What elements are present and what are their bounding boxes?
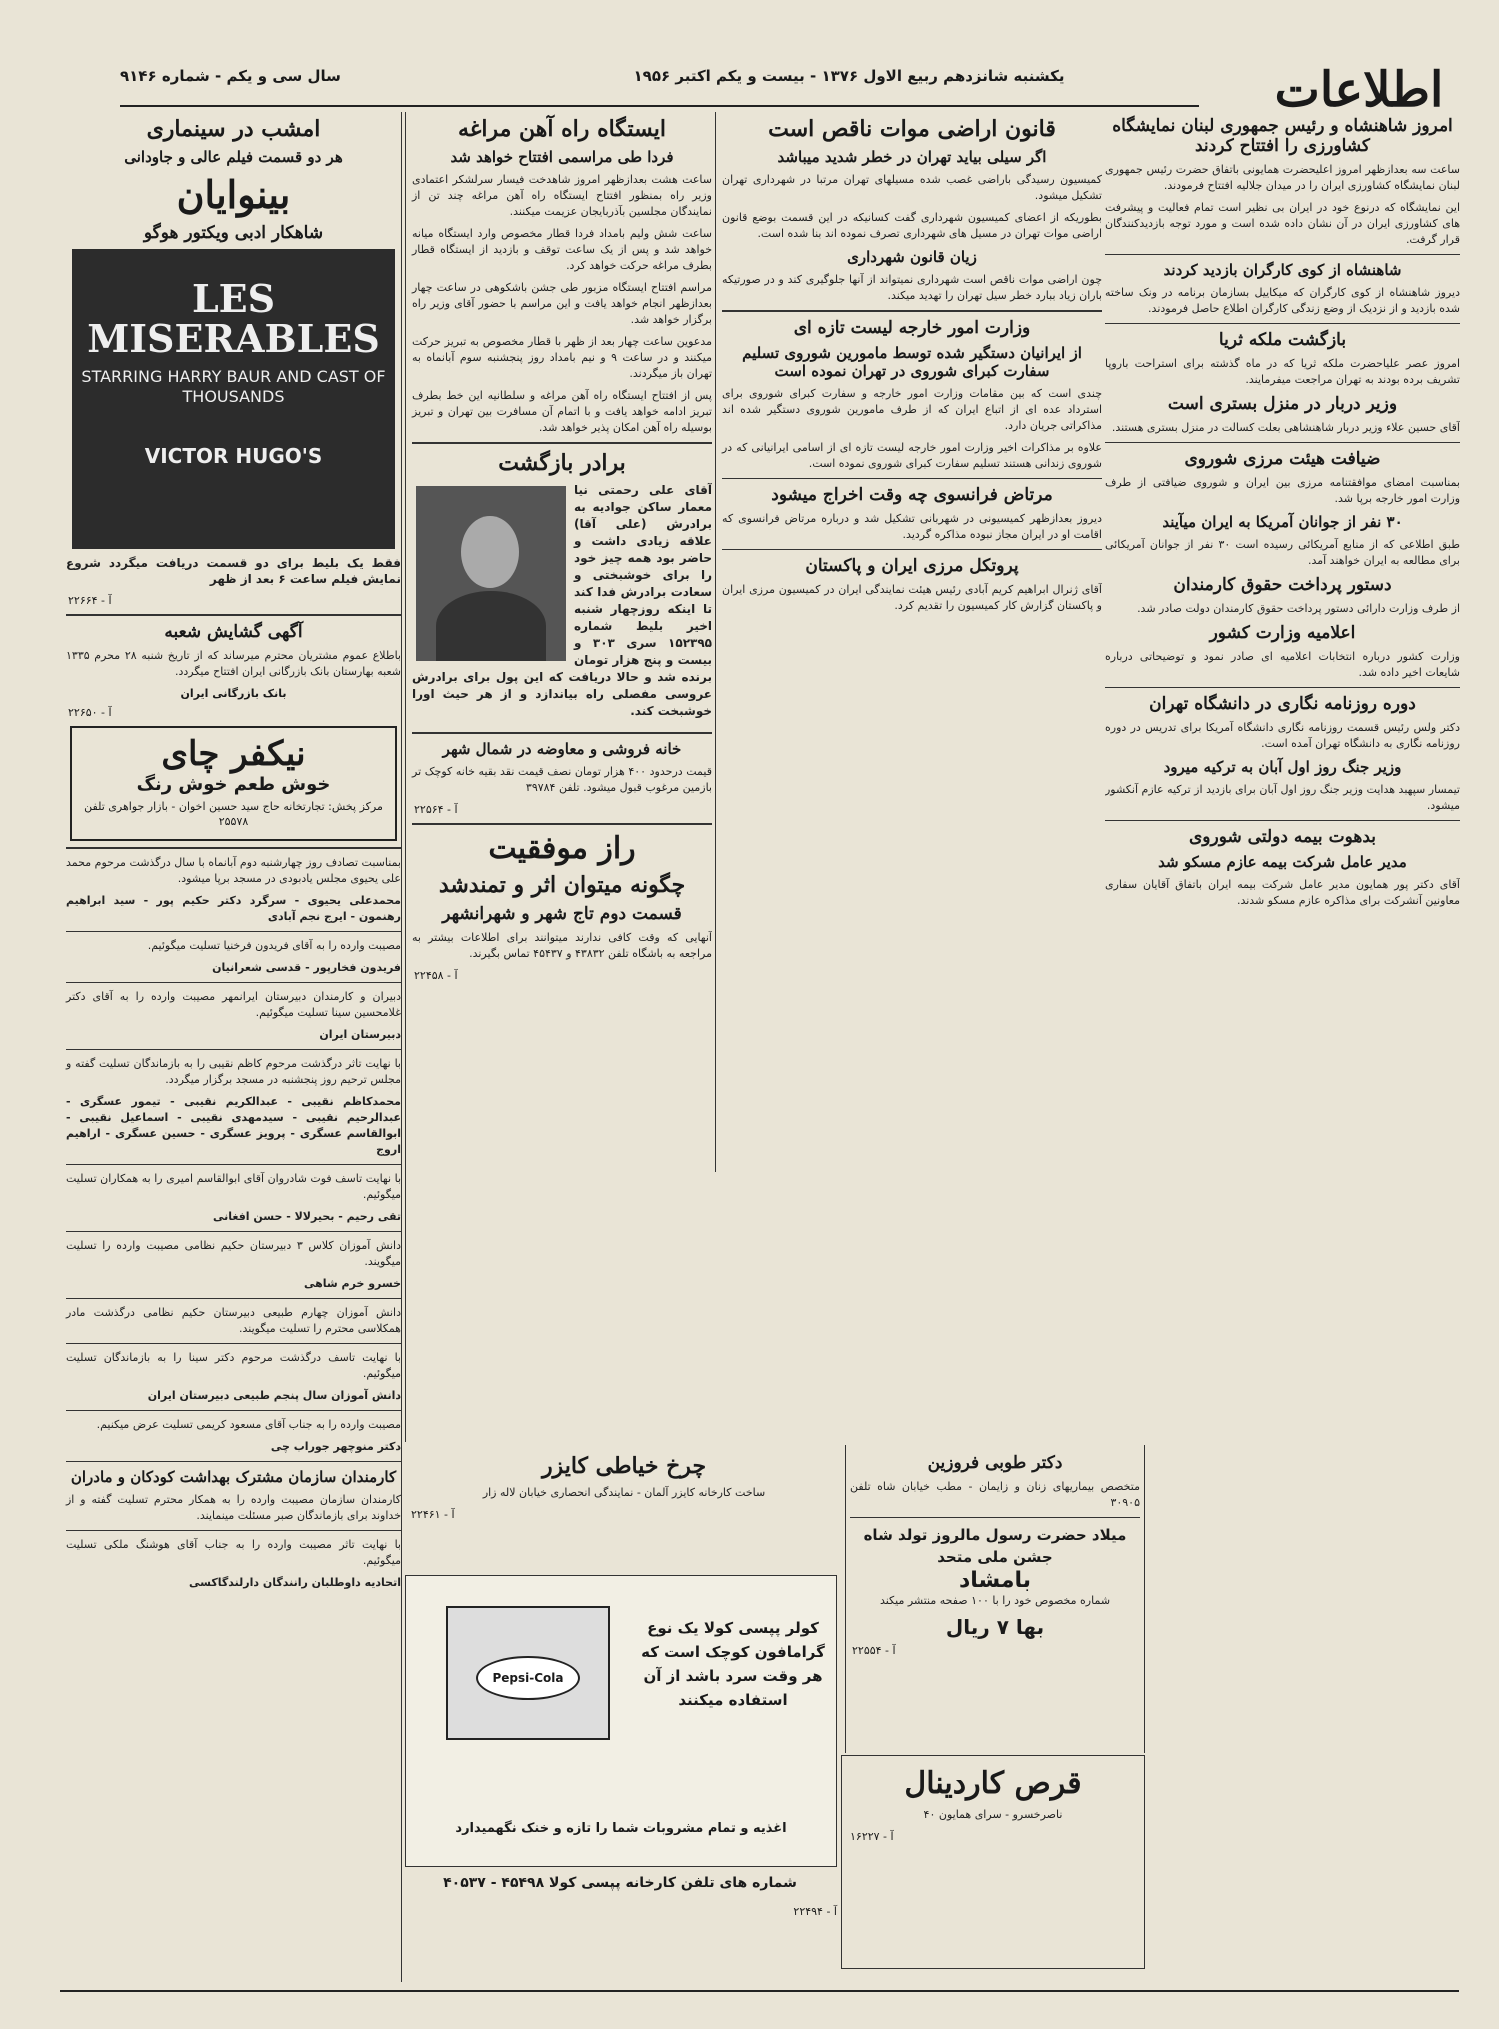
article-text: آقای دکتر پور همایون مدیر عامل شرکت بیمه ایران باتفاق آقایان سفاری معاونین آنشرکت برای مذاکره عازم مسکو شدند. xyxy=(1105,878,1460,907)
headline-pakistan: پروتکل مرزی ایران و پاکستان xyxy=(805,556,1019,576)
ad-sewing-title: چرخ خیاطی کایزر xyxy=(541,1453,707,1479)
article-text: آقای حسین علاء وزیر دربار شاهنشاهی بعلت کسالت در منزل بستری هستند. xyxy=(1111,421,1460,434)
divider xyxy=(66,847,401,849)
notice-text: مصیبت وارده را به آقای فریدون فرخنیا تسلیت میگوئیم. xyxy=(147,939,401,952)
headline-workers: شاهنشاه از کوی کارگران بازدید کردند xyxy=(1163,261,1402,279)
headline-queen: بازگشت ملکه ثریا xyxy=(1218,330,1347,350)
notice-names: تقی رحیم - بحیرلالا - حسن افغانی xyxy=(212,1210,401,1223)
notice-text: با نهایت تاثر مصیبت وارده را به جناب آقای هوشنگ ملکی تسلیت میگوئیم. xyxy=(66,1538,401,1567)
tea-brand: نیکفر چای xyxy=(161,734,306,774)
tea-ad xyxy=(70,726,397,841)
article-text: آقای ژنرال ابراهیم کریم آبادی رئیس هیئت نمایندگی ایران در کمیسیون مرزی ایران و پاکستان گزارش کار کمیسیون را تقدیم کرد. xyxy=(722,583,1102,612)
headline-journalism: دوره روزنامه نگاری در دانشگاه تهران xyxy=(1149,694,1416,714)
headline-french-ascetic: مرتاض فرانسوی چه وقت اخراج میشود xyxy=(771,485,1053,505)
ad-success-title: راز موفقیت xyxy=(488,831,636,866)
ad-ref: آ - ۲۲۶۶۴ xyxy=(68,594,112,607)
bottom-rule xyxy=(60,1990,1459,1992)
divider xyxy=(722,478,1102,479)
masthead-rule xyxy=(120,105,1199,107)
article-text: آقای علی رحمتی نیا معمار ساکن جوادیه به برادرش (علی آقا) علاقه زیادی داشت و حاضر بود همه چیز خود را برای خوشبختی و سعادت برادرش فدا کند تا اینکه روزچهار شنبه اخیر بلیط شماره ۱۵۲۳۹۵ سری ۳۰۳ و بیست و پنج هزار تومان برنده شد و حالا دریافت که این پول برای برادرش عروسی مفصلی راه بیاندازد و از هر حیث اورا خوشبخت کند. xyxy=(412,483,712,718)
portrait-face xyxy=(461,516,519,588)
notice-text: با نهایت تاثر درگذشت مرحوم کاظم نقیبی را به بازماندگان تسلیت گفته و مجلس ترحیم روز پنجشنبه در مسجد برگزار میگردد. xyxy=(66,1057,401,1086)
divider xyxy=(1105,254,1460,255)
notice-text: دبیران و کارمندان دبیرستان ایرانمهر مصیبت وارده را به آقای دکتر غلامحسین سینا تسلیت میگوئیم. xyxy=(66,990,401,1019)
headline-detained: از ایرانیان دستگیر شده توسط مامورین شوروی تسلیم سفارت کبرای شوروی در تهران نموده است xyxy=(742,344,1082,380)
ad-doctor xyxy=(845,1445,1145,1753)
ad-ref: آ - ۲۲۶۵۰ xyxy=(68,706,112,719)
notice-text: بمناسبت تصادف روز چهارشنبه دوم آبانماه با سال درگذشت مرحوم محمد علی یحیوی مجلس یادبودی در مسجد برپا میشود. xyxy=(66,856,401,885)
newspaper-logo: اطلاعات xyxy=(1274,62,1444,118)
bank-name: بانک بازرگانی ایران xyxy=(180,687,287,700)
ad-ref: آ - ۲۲۵۶۴ xyxy=(414,803,458,816)
notice-names: فریدون فخارپور - قدسی شعرانیان xyxy=(212,961,401,974)
headline-brother: برادر بازگشت xyxy=(498,450,626,476)
ad-pepsi-cooler xyxy=(405,1575,837,1867)
divider xyxy=(66,1298,401,1299)
ad-ref: آ - ۲۲۴۹۴ xyxy=(793,1905,837,1918)
ad-success-part: قسمت دوم تاج شهر و شهرانشهر xyxy=(442,904,682,924)
divider xyxy=(1105,687,1460,688)
headline-americans: ۳۰ نفر از جوانان آمریکا به ایران میآیند xyxy=(1162,513,1403,531)
notice-text: کارمندان سازمان مصیبت وارده را به همکار محترم تسلیت گفته و از خداوند برای بازماندگان صبر مسئلت مینمایند. xyxy=(66,1493,401,1522)
article-text: بطوریکه از اعضای کمیسیون شهرداری گفت کسانیکه در این قسمت بوضع قانون اراضی موات تهران در مسیل های شهرداری تصرف نموده اند بنا شده است. xyxy=(722,211,1102,240)
article-text: مراسم افتتاح ایستگاه مزبور طی جشن باشکوهی در ساعت چهار بعدازظهر انجام خواهد یافت و این مراسم با حضور آقای وزیر راه برگزار خواهد شد. xyxy=(412,281,712,326)
poster-title: LES MISERABLES xyxy=(87,276,380,361)
article-text: از طرف وزارت دارائی دستور پرداخت حقوق کارمندان دولت صادر شد. xyxy=(1137,602,1460,615)
notice-text: با نهایت تاسف درگذشت مرحوم دکتر سینا را به بازماندگان تسلیت میگوئیم. xyxy=(66,1351,401,1380)
divider xyxy=(66,1530,401,1531)
tea-slogan: خوش طعم خوش رنگ xyxy=(136,774,331,795)
ad-doctor-text: متخصص بیماریهای زنان و زایمان - مطب خیابان شاه تلفن ۳۰۹۰۵ xyxy=(850,1480,1140,1509)
article-text: دیروز شاهنشاه از کوی کارگران که میکاییل بسازمان برنامه در ونک ساخته شده بازدید و از نزدیک از وضع زندگی کارگران اطلاع حاصل فرمودند. xyxy=(1105,286,1460,315)
pepsi-phones: شماره های تلفن کارخانه پپسی کولا ۴۵۴۹۸ - ۴۰۵۳۷ xyxy=(443,1875,797,1891)
notice-text: با نهایت تاسف فوت شادروان آقای ابوالقاسم امیری را به همکاران تسلیت میگوئیم. xyxy=(66,1172,401,1201)
divider xyxy=(1105,442,1460,443)
article-text: وزارت کشور درباره انتخابات اعلامیه ای صادر نمود و توضیحاتی درباره شایعات اخیر داده شد. xyxy=(1105,650,1460,679)
notice-names: دانش آموزان سال پنجم طبیعی دبیرستان ایران xyxy=(147,1389,401,1402)
notice-names: محمدکاظم نقیبی - عبدالکریم نقیبی - تیمور عسگری - عبدالرحیم نقیبی - سیدمهدی نقیبی - اسماعیل نقیبی - ابوالقاسم عسگری - پرویز عسگری - حسین عسگری - اراهیم اروج xyxy=(66,1095,401,1156)
divider xyxy=(412,823,712,825)
poster-author: VICTOR HUGO'S xyxy=(144,444,323,468)
article-text: دیروز بعدازظهر کمیسیونی در شهربانی تشکیل شد و درباره مرتاض فرانسوی که اقامت او در ایران مجاز نبوده مذاکره گردید. xyxy=(722,512,1102,541)
ad-sewing-text: ساخت کارخانه کایزر آلمان - نمایندگی انحصاری خیابان لاله زار xyxy=(482,1486,766,1499)
article-text: این نمایشگاه که درنوع خود در ایران بی نظیر است تمام فعالیت و پیشرفت های کشاورزی ایران در آن نشان داده شده است و مورد توجه بازدیدکنندگان قرار گرفت. xyxy=(1105,201,1460,246)
ad-bamshad-price: بها ۷ ریال xyxy=(945,1615,1045,1639)
poster-cast: STARRING HARRY BAUR AND CAST OF THOUSANDS xyxy=(81,367,386,406)
ad-ref: آ - ۱۶۲۲۷ xyxy=(850,1830,894,1843)
divider xyxy=(66,1049,401,1050)
ad-ref: آ - ۲۲۴۵۸ xyxy=(414,969,458,982)
divider xyxy=(66,1164,401,1165)
article-text: ساعت هشت بعدازظهر امروز شاهدخت فیسار سرلشکر اعتمادی وزیر راه بمنظور افتتاح ایستگاه راه آهن مراغه چند تن از نمایندگان مجلسین بآذربایجان عزیمت میکنند. xyxy=(412,173,712,218)
cinema-sub: هر دو قسمت فیلم عالی و جاودانی xyxy=(124,148,343,166)
ad-sewing xyxy=(405,1445,843,1573)
portrait-photo xyxy=(416,486,566,661)
portrait-suit xyxy=(436,591,546,661)
article-text: بمناسبت امضای موافقتنامه مرزی بین ایران و شوروی ضیافتی از طرف وزارت امور خارجه برپا شد. xyxy=(1105,476,1460,505)
ad-house-text: قیمت درحدود ۴۰۰ هزار تومان نصف قیمت نقد بقیه خانه کوچک تر بازمین مرغوب قبول میشود. تلفن ۳۹۷۸۴ xyxy=(412,765,712,794)
divider xyxy=(412,442,712,444)
divider xyxy=(66,982,401,983)
headline-border-commission: ضیافت هیئت مرزی شوروی xyxy=(1184,449,1381,469)
article-text: پس از افتتاح ایستگاه راه آهن مراغه و سلطانیه این خط بطرف تبریز ادامه خواهد یافت و با اتمام آن مسافرت بین تهران و تبریز بوسیله راه آهن امکان پذیر خواهد شد. xyxy=(412,389,712,434)
divider xyxy=(722,310,1102,312)
film-sub: شاهکار ادبی ویکتور هوگو xyxy=(143,223,324,243)
pepsi-sub: اغذیه و تمام مشروبات شما را تازه و خنک نگهمیدارد xyxy=(455,1821,787,1836)
ad-doctor-title: دکتر طوبی فروزین xyxy=(927,1453,1063,1473)
pepsi-slogan: کولر پپسی کولا یک نوع گرامافون کوچک است که هر وقت سرد باشد از آن استفاده میکنند xyxy=(641,1619,825,1709)
notice-names: دبیرستان ایران xyxy=(319,1028,401,1041)
article-text: کمیسیون رسیدگی باراضی غصب شده مسیلهای تهران مرتبا در شهرداری تهران تشکیل میشود. xyxy=(722,173,1102,202)
lower-ads xyxy=(405,1445,1450,1985)
pepsi-logo: Pepsi-Cola xyxy=(476,1656,580,1700)
article-text: مدعوین ساعت چهار بعد از ظهر با قطار مخصوص به تبریز حرکت میکنند و در ساعت ۹ و نیم بامداد روز پنجشنبه سوم آبانماه به تهران باز میگردند. xyxy=(412,335,712,380)
ad-ref: آ - ۲۲۴۶۱ xyxy=(411,1508,455,1521)
divider xyxy=(1105,820,1460,821)
ad-success-sub: چگونه میتوان اثر و تمندشد xyxy=(438,872,686,898)
notice-text: دانش آموزان کلاس ۳ دبیرستان حکیم نظامی مصیبت وارده را تسلیت میگویند. xyxy=(66,1239,401,1268)
ad-bamshad-issue: شماره مخصوص خود را با ۱۰۰ صفحه منتشر میکند xyxy=(879,1594,1111,1607)
issue-number: سال سی و یکم - شماره ۹۱۴۶ xyxy=(120,67,341,85)
ad-kardinal-title: قرص کاردینال xyxy=(904,1766,1082,1801)
column-3 xyxy=(405,112,712,1442)
tea-distributor: مرکز پخش: تجارتخانه حاج سید حسین اخوان - بازار جواهری تلفن ۲۵۵۷۸ xyxy=(84,800,383,828)
divider xyxy=(850,1517,1140,1518)
ad-bamshad-title: بامشاد xyxy=(958,1568,1032,1593)
column-4 xyxy=(60,112,402,1982)
headline-opening: فردا طی مراسمی افتتاح خواهد شد xyxy=(450,148,674,166)
cinema-info: فقط یک بلیط برای دو قسمت دریافت میگردد شروع نمایش فیلم ساعت ۶ بعد از ظهر xyxy=(66,556,401,586)
headline-minister: وزیر دربار در منزل بستری است xyxy=(1167,394,1398,414)
divider xyxy=(412,732,712,734)
divider xyxy=(66,931,401,932)
divider xyxy=(66,1410,401,1411)
article-text: ساعت سه بعدازظهر امروز اعلیحضرت همایونی باتفاق حضرت رئیس جمهوری لبنان نمایشگاه کشاورزی ایران را در میدان جلالیه افتتاح فرمودند. xyxy=(1105,163,1460,192)
headline-interior: اعلامیه وزارت کشور xyxy=(1209,623,1356,643)
headline-war-minister: وزیر جنگ روز اول آبان به ترکیه میرود xyxy=(1163,758,1402,776)
notice-names: خسرو خرم شاهی xyxy=(304,1277,401,1290)
headline-flood: اگر سیلی بیاید تهران در خطر شدید میباشد xyxy=(777,148,1047,166)
notice-names: محمدعلی یحیوی - سرگرد دکتر حکیم پور - سید ابراهیم رهنمون - ایرج نجم آبادی xyxy=(66,894,401,923)
divider xyxy=(66,1231,401,1232)
headline-municipal: زیان قانون شهرداری xyxy=(847,248,977,266)
ad-house-title: خانه فروشی و معاوضه در شمال شهر xyxy=(442,740,682,758)
headline-shah-expo: امروز شاهنشاه و رئیس جمهوری لبنان نمایشگاه کشاورزی را افتتاح کردند xyxy=(1112,116,1453,156)
issue-date: یکشنبه شانزدهم ربیع الاول ۱۳۷۶ - بیست و یکم اکتبر ۱۹۵۶ xyxy=(633,67,1065,85)
ad-kardinal xyxy=(841,1755,1145,1969)
ad-bamshad-text: میلاد حضرت رسول مالروز تولد شاه جشن ملی متحد xyxy=(863,1526,1127,1566)
film-title: بینوایان xyxy=(176,172,291,217)
article-text: ساعت شش ولیم بامداد فردا قطار مخصوص وارد ایستگاه میانه خواهد شد و پس از یک ساعت توقف و بازدید از ایستگاه قطار بطرف مراغه حرکت خواهد کرد. xyxy=(412,227,712,272)
bank-ad-text: باطلاع عموم مشتریان محترم میرساند که از تاریخ شنبه ۲۸ محرم ۱۳۳۵ شعبه بهارستان بانک بازرگانی ایران افتتاح میگردد. xyxy=(66,649,401,678)
notice-text: مصیبت وارده را به جناب آقای مسعود کریمی تسلیت عرض میکنیم. xyxy=(96,1418,401,1431)
divider xyxy=(66,614,401,616)
article-text: تیمسار سپهبد هدایت وزیر جنگ روز اول آبان برای بازدید از ترکیه عازم آنکشور میشود. xyxy=(1105,783,1460,812)
bank-ad-title: آگهی گشایش شعبه xyxy=(164,622,303,642)
notice-names: دکتر منوچهر جوراب چی xyxy=(270,1440,401,1453)
headline-insurance-sub: مدیر عامل شرکت بیمه عازم مسکو شد xyxy=(1158,853,1407,871)
divider xyxy=(66,1343,401,1344)
headline-insurance: بدهوت بیمه دولتی شوروی xyxy=(1189,827,1376,847)
article-text: امروز عصر علیاحضرت ملکه ثریا که در ماه گذشته برای استراحت باروپا تشریف برده بودند به تهران مراجعت میفرمایند. xyxy=(1105,357,1460,386)
divider xyxy=(1105,323,1460,324)
headline-foreign-ministry: وزارت امور خارجه لیست تازه ای xyxy=(793,318,1031,338)
notice-text: دانش آموزان چهارم طبیعی دبیرستان حکیم نظامی درگذشت مادر همکلاسی محترم را تسلیت میگویند. xyxy=(66,1306,401,1335)
headline-salaries: دستور پرداخت حقوق کارمندان xyxy=(1173,575,1392,595)
article-text: دکتر ولس رئیس قسمت روزنامه نگاری دانشگاه آمریکا برای تدریس در دوره روزنامه نگاری به دانشگاه تهران آمده است. xyxy=(1105,721,1460,750)
divider xyxy=(66,1461,401,1462)
cinema-title: امشب در سینماری xyxy=(146,116,321,142)
article-text: چون اراضی موات ناقص است شهرداری نمیتواند از آنها جلوگیری کند و در صورتیکه باران زیاد ببارد خطر سیل تهران را تهدید میکند. xyxy=(722,273,1102,302)
divider xyxy=(722,549,1102,550)
article-text: طبق اطلاعی که از منابع آمریکائی رسیده است ۳۰ نفر از جوانان آمریکائی برای مطالعه به ایران خواهند آمد. xyxy=(1105,538,1460,567)
ad-success-text: آنهایی که وقت کافی ندارند میتوانند برای اطلاعات بیشتر به مراجعه به باشگاه تلفن ۴۳۸۳۲ و ۴۵۴۳۷ تماس بگیرند. xyxy=(412,931,712,960)
column-2 xyxy=(715,112,1102,1172)
headline-maragheh: ایستگاه راه آهن مراغه xyxy=(458,116,666,142)
article-text: چندی است که بین مقامات وزارت امور خارجه و سفارت کبرای شوروی برای استرداد عده ای از اتباع ایران که از طرف مامورین شوروی دستگیر شده اند مذاکراتی جریان دارد. xyxy=(722,387,1102,432)
notice-names: اتحادیه داوطلبان رانندگان دارلندگاکسی xyxy=(189,1576,401,1589)
article-text: علاوه بر مذاکرات اخیر وزارت امور خارجه لیست تازه ای از اسامی ایرانیانی که در شوروی زندانی هستند تسلیم سفارت کبرای شوروی نموده است. xyxy=(722,441,1102,470)
notice-heading: کارمندان سازمان مشترک بهداشت کودکان و مادران xyxy=(70,1468,397,1486)
ad-kardinal-text: ناصرخسرو - سرای همایون ۴۰ xyxy=(923,1808,1063,1821)
ad-ref: آ - ۲۲۵۵۴ xyxy=(852,1644,896,1657)
headline-land-law: قانون اراضی موات ناقص است xyxy=(768,116,1056,142)
film-poster xyxy=(72,249,395,549)
